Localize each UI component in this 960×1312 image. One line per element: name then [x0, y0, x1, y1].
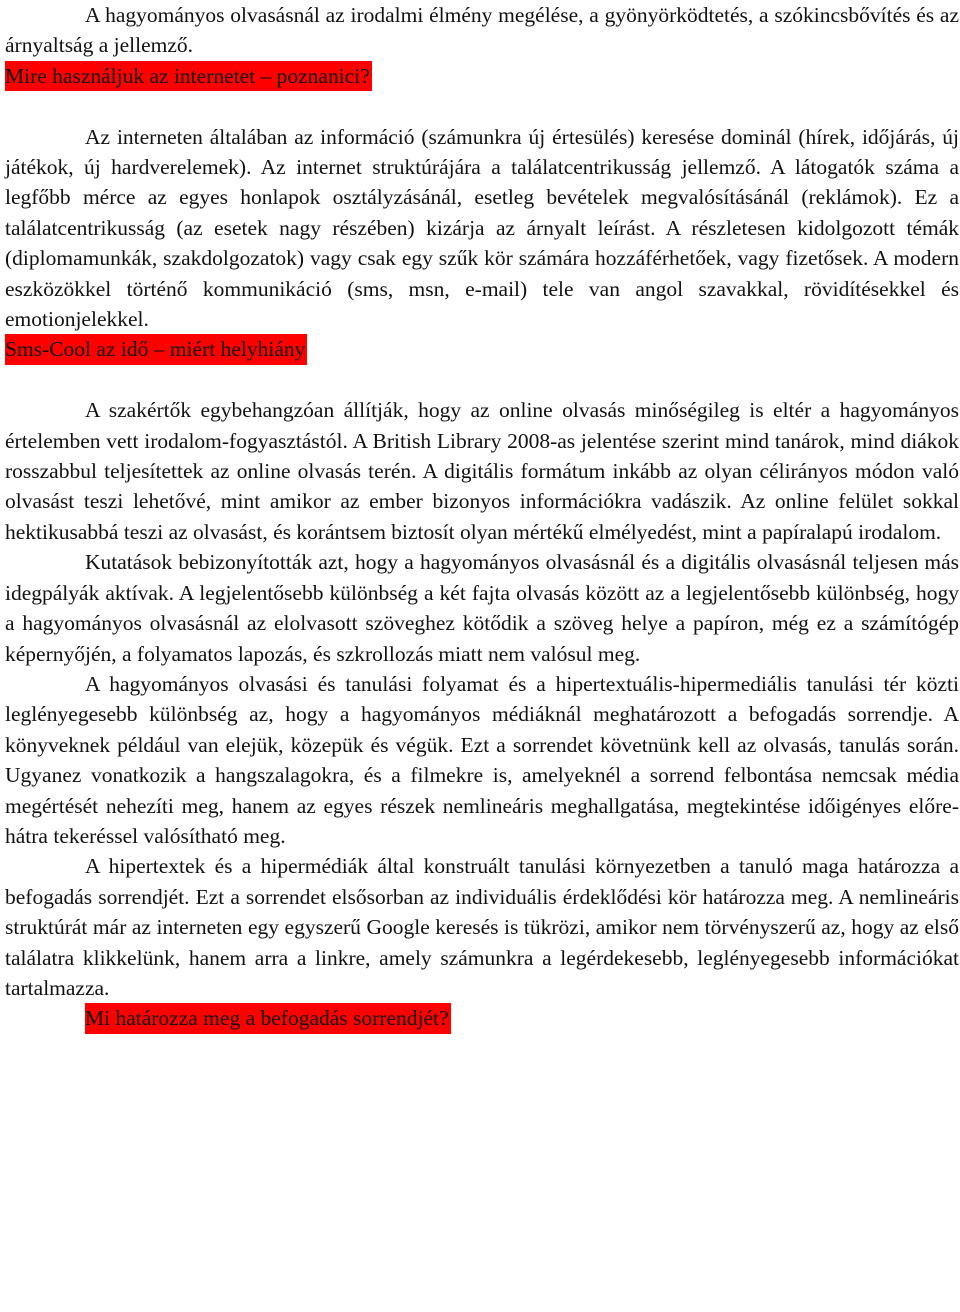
heading-internet-usage-text: Mire használjuk az internetet – poznanici? — [5, 61, 372, 91]
heading-sms-cool-text: Sms-Cool az idő – miért helyhiány — [5, 334, 307, 364]
expert-paragraph: A szakértők egybehangzóan állítják, hogy az online olvasás minőségileg is eltér a hagyományos értelemben vett irodalom-fogyasztástól. A British Library 2008-as jelentése szerint mind tanárok, mind diákok rosszabbul teljesítettek az online olvasás terén. A digitális formátum inkább az olyan célirányos módon való olvasást teszi lehetővé, mint amikor az ember bizonyos információkra vadászik. Az online felület sokkal hektikusabbá teszi az olvasást, és korántsem biztosít olyan mértékű elmélyedést, mint a papíralapú irodalom. — [5, 398, 959, 544]
heading-order-text: Mi határozza meg a befogadás sorrendjét? — [85, 1003, 451, 1033]
hypertext-paragraph: A hipertextek és a hipermédiák által konstruált tanulási környezetben a tanuló maga határozza a befogadás sorrendjét. Ezt a sorrendet elsősorban az individuális érdeklődési kör határozza meg. A nemlineáris struktúrát már az interneten egy egyszerű Google keresés is tükrözi, amikor nem törvényszerű az, hogy az első találatra klikkelünk, hanem arra a linkre, amely számunkra a legérdekesebb, leglényegesebb információkat tartalmazza. — [5, 854, 959, 1000]
research-paragraph: Kutatások bebizonyították azt, hogy a hagyományos olvasásnál és a digitális olvasásnál teljesen más idegpályák aktívak. A legjelentősebb különbség a két fajta olvasás között az a legjelentősebb különbség, hogy a hagyományos olvasásnál az elolvasott szöveghez kötődik a szöveg helye a papíron, még ez a számítógép képernyőjén, a folyamatos lapozás, és szkrollozás miatt nem valósul meg. — [5, 550, 959, 666]
traditional-learning-paragraph: A hagyományos olvasási és tanulási folyamat és a hipertextuális-hipermediális tanulási tér közti leglényegesebb különbség az, hogy a hagyományos médiáknál meghatározott a befogadás sorrendje. A könyveknek például van elejük, közepük és végük. Ezt a sorrendet követnünk kell az olvasás, tanulás során. Ugyanez vonatkozik a hangszalagokra, és a filmekre is, amelyeknél a sorrend felbontása nemcsak média megértését nehezíti meg, hanem az egyes részek nemlineáris meghallgatása, megtekintése időigényes előre-hátra tekeréssel valósítható meg. — [5, 671, 959, 848]
document-page — [5, 0, 959, 1034]
heading-sms-cool — [5, 334, 959, 364]
heading-internet-usage — [5, 61, 959, 91]
intro-paragraph: A hagyományos olvasásnál az irodalmi élmény megélése, a gyönyörködtetés, a szókincsbővítés és az árnyaltság a jellemző. — [5, 3, 959, 58]
internet-paragraph: Az interneten általában az információ (számunkra új értesülés) keresése dominál (hírek, időjárás, új játékok, új hardverelemek). Az internet struktúrájára a találatcentrikusság jellemző. A látogatók száma a legfőbb mérce az egyes honlapok osztályzásánál, esetleg bevételek megvalósításánál (reklámok). Ez a találatcentrikusság (az esetek nagy részében) kizárja az árnyalt leírást. A részletesen kidolgozott témák (diplomamunkák, szakdolgozatok) vagy csak egy szűk kör számára hozzáférhetőek, vagy fizetősek. A modern eszközökkel történő kommunikáció (sms, msn, e-mail) tele van angol szavakkal, rövidítésekkel és emotionjelekkel. — [5, 124, 959, 332]
heading-order — [5, 1003, 959, 1033]
